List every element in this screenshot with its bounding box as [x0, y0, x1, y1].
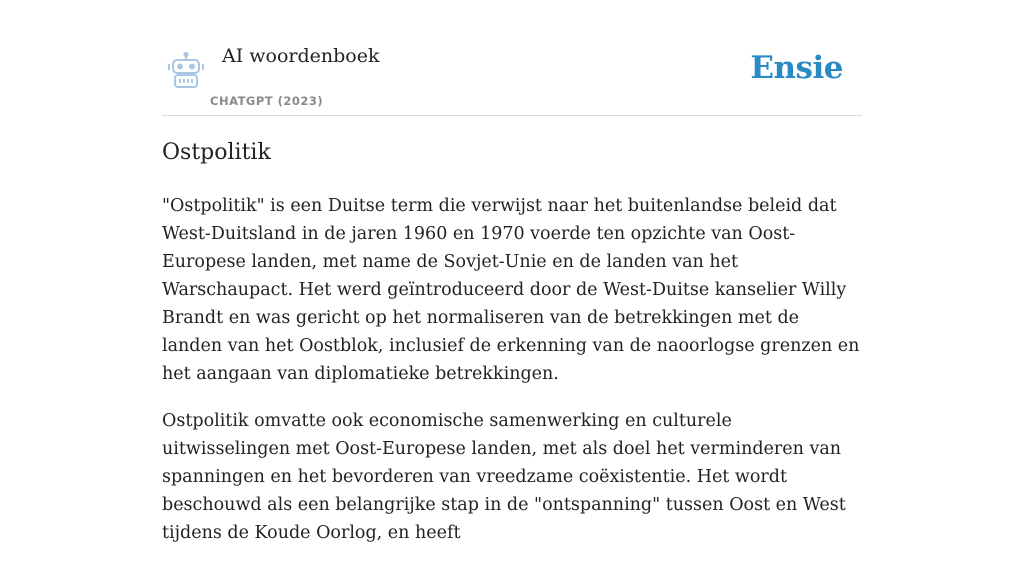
source-label: CHATGPT (2023): [210, 94, 324, 108]
entry-container: [162, 0, 862, 543]
site-title[interactable]: AI woordenboek: [222, 45, 380, 67]
robot-icon: [166, 52, 206, 90]
entry-definition: [162, 192, 862, 566]
brand-logo[interactable]: Ensie: [750, 50, 843, 86]
definition-paragraph: "Ostpolitik" is een Duitse term die verwijst naar het buitenlandse beleid dat West-Duitsland in de jaren 1960 en 1970 voerde ten opzichte van Oost-Europese landen, met name de Sovjet-Unie en de landen van het Warschaupact. Het werd geïntroduceerd door de West-Duitse kanselier Willy Brandt en was gericht op het normaliseren van de betrekkingen met de landen van het Oostblok, inclusief de erkenning van de naoorlogse grenzen en het aangaan van diplomatieke betrekkingen.: [162, 196, 860, 384]
definition-paragraph: Ostpolitik omvatte ook economische samenwerking en culturele uitwisselingen met Oost-Europese landen, met als doel het verminderen van spanningen en het bevorderen van vreedzame coëxistentie. Het wordt beschouwd als een belangrijke stap in de "ontspanning" tussen Oost en West tijdens de Koude Oorlog, en heeft: [162, 411, 846, 543]
entry-header: [162, 0, 862, 116]
entry-term: Ostpolitik: [162, 140, 271, 165]
